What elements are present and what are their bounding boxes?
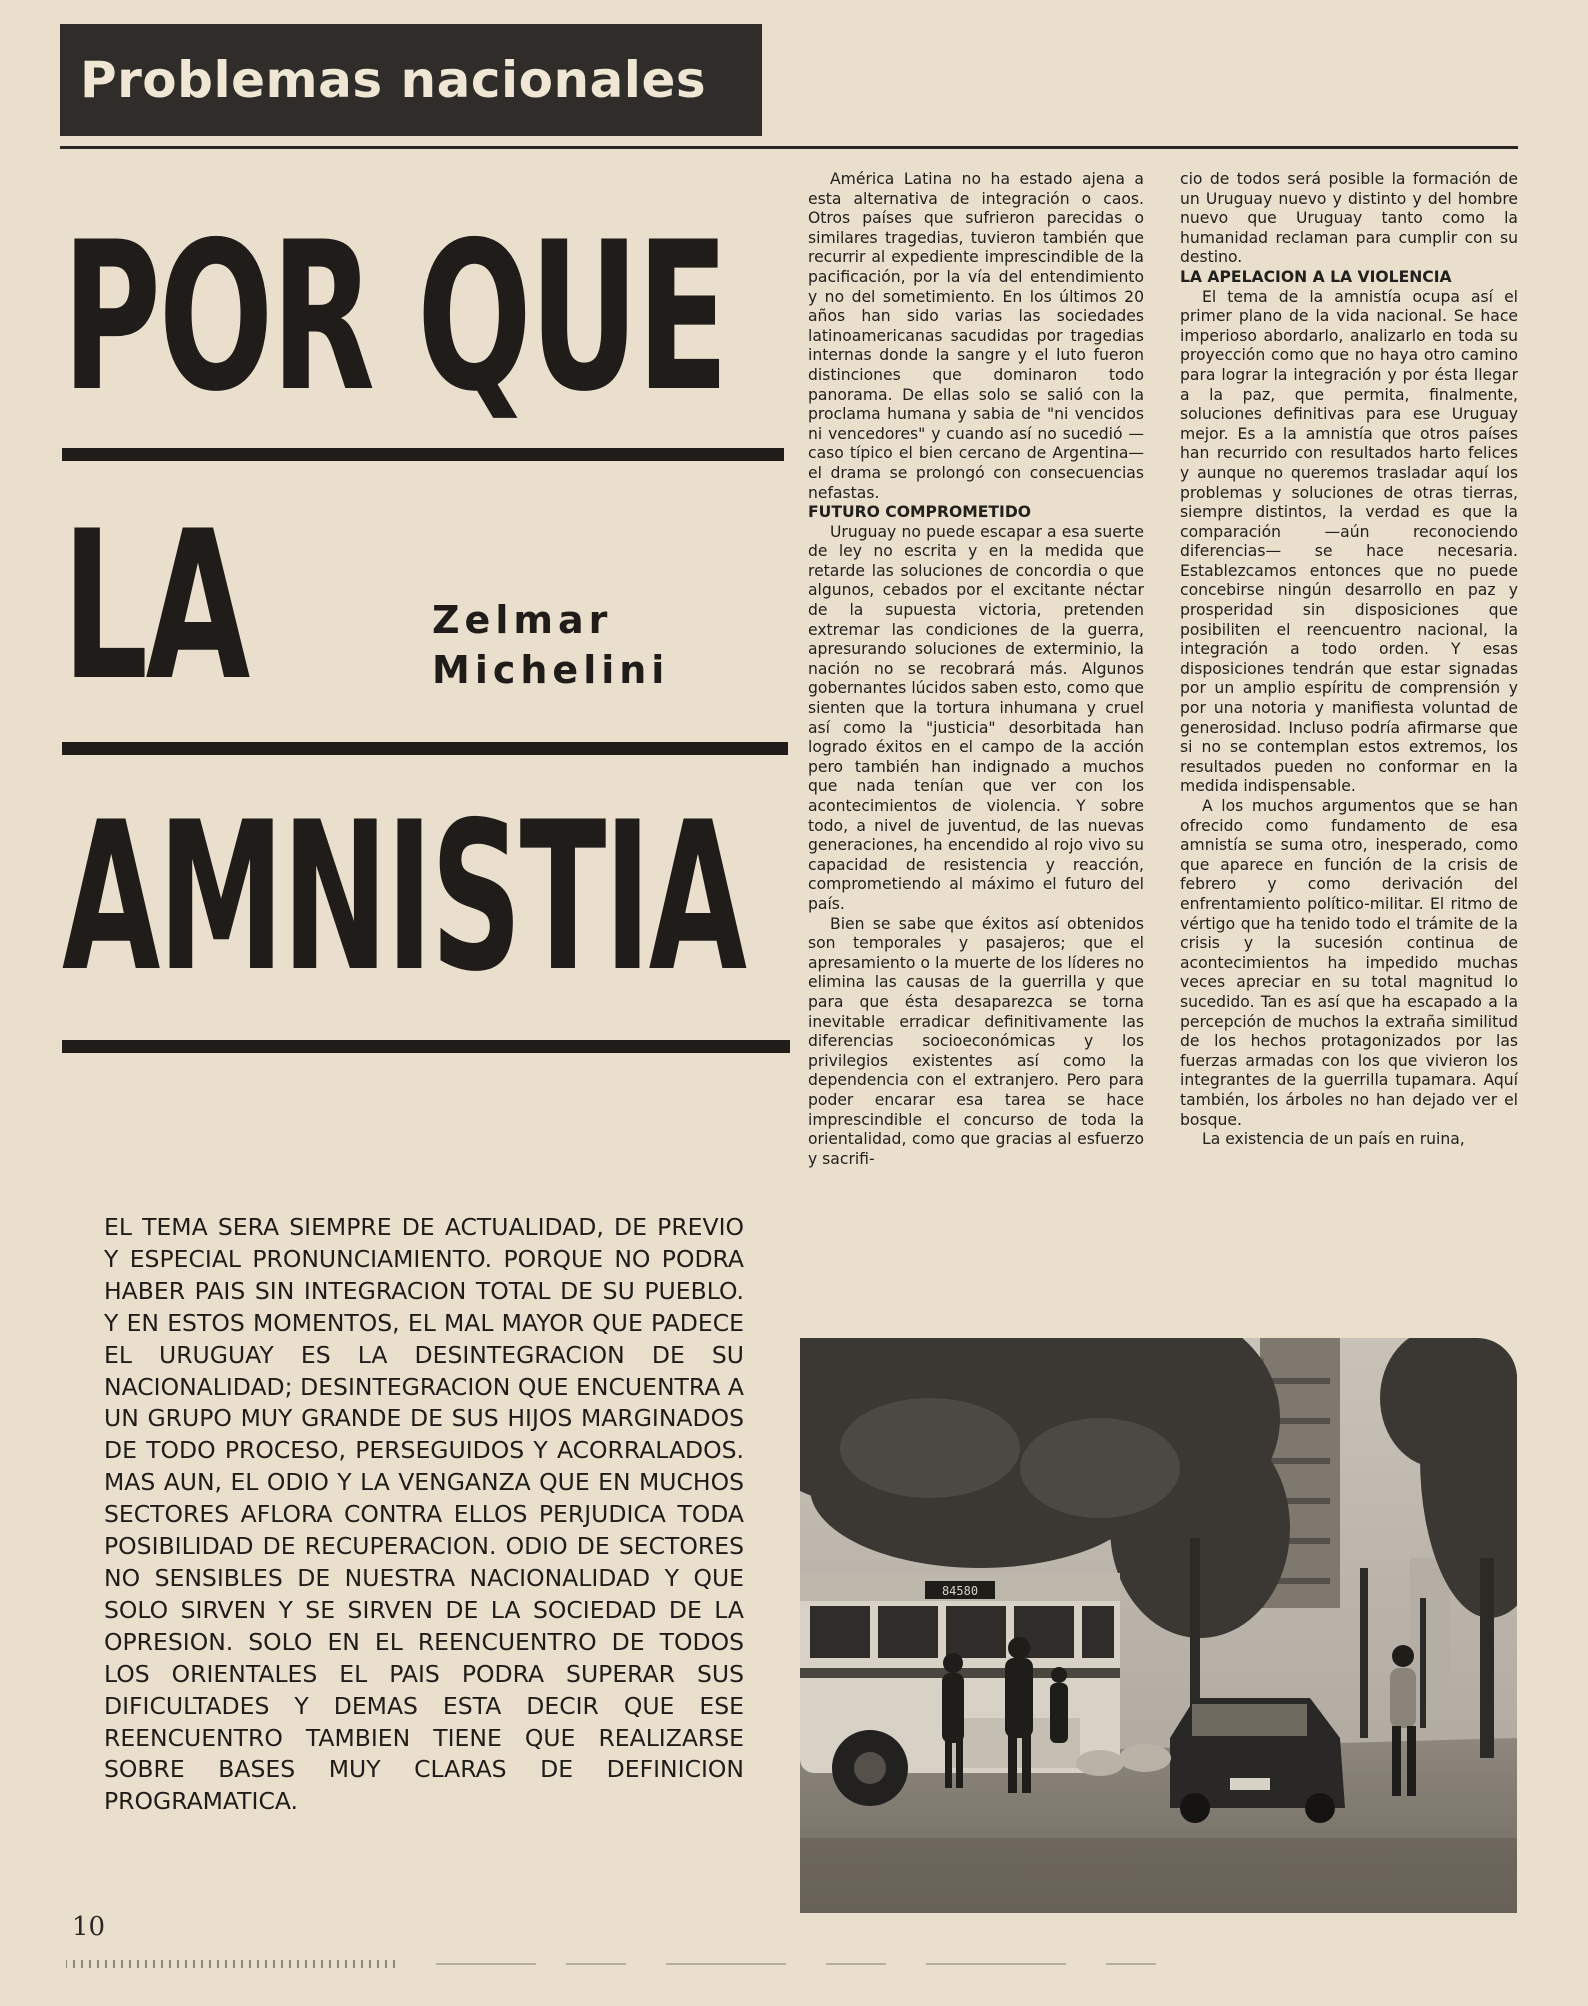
lead-paragraph: EL TEMA SERA SIEMPRE DE ACTUALIDAD, DE PREVIO Y ESPECIAL PRONUNCIAMIENTO. PORQUE NO PODRA HABER PAIS SIN INTEGRACION TOTAL DE SU PUEBLO. Y EN ESTOS MOMENTOS, EL MAL MAYOR QUE PADECE EL URUGUAY ES LA DESINTEGRACION DE SU NACIONALIDAD; DESINTEGRACION QUE ENCUENTRA A UN GRUPO MUY GRANDE DE SUS HIJOS MARGINADOS DE TODO PROCESO, PERSEGUIDOS Y ACORRALADOS. MAS AUN, EL ODIO Y LA VENGANZA QUE EN MUCHOS SECTORES AFLORA CONTRA ELLOS PERJUDICA TODA POSIBILIDAD DE RECUPERACION. ODIO DE SECTORES NO SENSIBLES DE NUESTRA NACIONALIDAD Y QUE SOLO SIRVEN Y SE SIRVEN DE LA SOCIEDAD DE LA OPRESION. SOLO EN EL REENCUENTRO DE TODOS LOS ORIENTALES EL PAIS PODRA SUPERAR SUS DIFICULTADES Y DEMAS ESTA DECIR QUE ESE REENCUENTRO TAMBIEN TIENE QUE REALIZARSE SOBRE BASES MUY CLARAS DE DEFINICION PROGRAMATICA. xyxy=(104,1213,744,1816)
page-number: 10 xyxy=(72,1912,106,1942)
article-column-2 xyxy=(1180,170,1518,1150)
headline-rule-3 xyxy=(62,1040,790,1053)
headline-rule-2 xyxy=(62,742,788,755)
column1-paragraph-3: Bien se sabe que éxitos así obtenidos son temporales y pasajeros; que el apresamiento o la muerte de los líderes no elimina las causas de la guerrilla y que para que ésta desaparezca se torna inevitable erradicar definitivamente las diferencias socioeconómicas y los privilegios existentes así como la dependencia con el extranjero. Pero para poder encarar esa tarea se hace imprescindible el concurso de toda la orientalidad, como que gracias al esfuerzo y sacrifi- xyxy=(808,914,1144,1168)
top-rule xyxy=(60,146,1518,149)
section-title: Problemas nacionales xyxy=(80,51,707,109)
column1-paragraph-1: América Latina no ha estado ajena a esta alternativa de integración o caos. Otros países que sufrieron parecidas o similares tragedias, tuvieron también que recurrir al expediente imprescindible de la pacificación, por la vía del entendimiento y no del sometimiento. En los últimos 20 años han sido varias las sociedades latinoamericanas sacudidas por tragedias internas donde la sangre y el luto fueron distinciones que dominaron todo panorama. De ellas solo se salió con la proclama humana y sabia de "ni vencidos ni vencedores" y cuando así no sucedió —caso típico el bien cercano de Argentina— el drama se prolongó con consecuencias nefastas. xyxy=(808,170,1144,502)
bus-route-sign: 84580 xyxy=(941,1584,979,1598)
street-scene-image xyxy=(800,1338,1517,1913)
column2-paragraph-1: cio de todos será posible la formación de un Uruguay nuevo y distinto y del hombre nuevo que Uruguay tanto como la humanidad reclaman para cumplir con su destino. xyxy=(1180,170,1518,267)
headline-rule-1 xyxy=(62,448,784,461)
column2-paragraph-3: A los muchos argumentos que se han ofrecido como fundamento de esa amnistía se suma otro, inesperado, como que aparece en función de la crisis de febrero y como derivación del enfrentamiento político-militar. El ritmo de vértigo que ha tenido todo el trámite de la crisis y la sucesión continua de acontecimientos ha impedido muchas veces apreciar en su total magnitud lo sucedido. Tan es así que ha escapado a la percepción de muchos la extraña similitud de los hechos protagonizados por las fuerzas armadas con los que vivieron los integrantes de la guerrilla tupamara. Aquí también, los árboles no han dejado ver el bosque. xyxy=(1180,797,1518,1129)
section-banner xyxy=(60,24,762,136)
street-photo xyxy=(800,1338,1517,1913)
column1-paragraph-2: Uruguay no puede escapar a esa suerte de ley no escrita y en la medida que retarde las soluciones de concordia o que algunos, cebados por el excitante néctar de la supuesta victoria, pretenden extremar las condiciones de la guerra, apresurando soluciones de exterminio, la nación no se recobrará más. Algunos gobernantes lúcidos saben esto, como que sienten que la tortura inhumana y cruel así como la "justicia" desorbitada han logrado éxitos en el campo de la acción pero también han indignado a muchos que nada tenían que ver con los acontecimientos de violencia. Y sobre todo, a nivel de juventud, de las nuevas generaciones, ha encendido al rojo vivo su capacidad de resistencia y reacción, comprometiendo al máximo el futuro del país. xyxy=(808,522,1144,913)
headline-line-2: LA xyxy=(62,488,248,726)
article-column-1 xyxy=(808,170,1144,1169)
column2-paragraph-4: La existencia de un país en ruina, xyxy=(1202,1130,1465,1149)
footer-print-marks xyxy=(66,1958,1166,1970)
headline-line-3: AMNISTIA xyxy=(62,779,745,1017)
author-first-name: Zelmar xyxy=(432,598,613,642)
subheading-futuro-comprometido: FUTURO COMPROMETIDO xyxy=(808,503,1032,522)
headline-line-1: POR QUE xyxy=(62,199,727,437)
subheading-apelacion-violencia: LA APELACION A LA VIOLENCIA xyxy=(1180,267,1452,286)
author-last-name: Michelini xyxy=(432,648,670,692)
column2-paragraph-2: El tema de la amnistía ocupa así el primer plano de la vida nacional. Se hace imperioso abordarlo, analizarlo en toda su proyección como que no haya otro camino para lograr la integración y por ésta llegar a la paz, que permita, finalmente, soluciones definitivas para ese Uruguay mejor. Es a la amnistía que otros países han recurrido con resultados harto felices y aunque no queremos trasladar aquí los problemas y soluciones de otras tierras, siempre distintos, la verdad es que la comparación —aún reconociendo diferencias— se hace necesaria. Establezcamos entonces que no puede concebirse ningún desarrollo en paz y prosperidad sin disposiciones que posibiliten el reencuentro nacional, la integración a todo orden. Y esas disposiciones tendrán que estar signadas por un amplio espíritu de comprensión y por una notoria y manifiesta voluntad de generosidad. Incluso podría afirmarse que si no se contemplan estos extremos, los resultados pueden no conformar en la medida indispensable. xyxy=(1180,287,1518,796)
